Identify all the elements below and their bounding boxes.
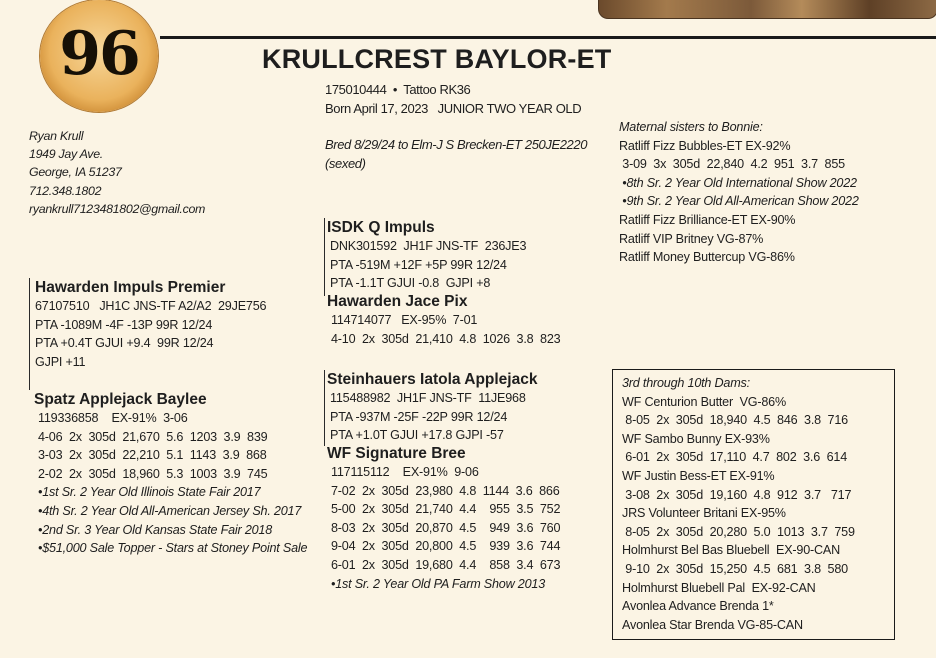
dam-ancestor-line: WF Centurion Butter VG-86% <box>622 394 786 409</box>
breeding-sexed: (sexed) <box>325 155 366 171</box>
sister-line: Ratliff Money Buttercup VG-86% <box>619 250 795 265</box>
maternal-sisters-heading: Maternal sisters to Bonnie: <box>619 120 763 134</box>
sister-line: Ratliff Fizz Brilliance-ET EX-90% <box>619 212 796 227</box>
dam-sire-line: 115488982 JH1F JNS-TF 11JE968 <box>330 391 526 405</box>
dam-ancestor-line: Holmhurst Bluebell Pal EX-92-CAN <box>622 580 816 595</box>
dam-dam-line: 8-03 2x 305d 20,870 4.5 949 3.6 760 <box>331 520 561 535</box>
owner-email[interactable]: ryankrull7123481802@gmail.com <box>29 201 206 216</box>
dam-dam-line: 6-01 2x 305d 19,680 4.4 858 3.4 673 <box>331 557 561 572</box>
dam-ancestor-line: 3-08 2x 305d 19,160 4.8 912 3.7 717 <box>622 487 852 502</box>
sister-honor: •8th Sr. 2 Year Old International Show 2022 <box>619 175 857 190</box>
dam-ancestor-line: Avonlea Star Brenda VG-85-CAN <box>622 617 803 632</box>
sire-line: PTA -1.1T GJUI -0.8 GJPI +8 <box>330 276 491 291</box>
cow-name: KRULLCREST BAYLOR-ET <box>262 44 612 74</box>
sister-line: Ratliff Fizz Bubbles-ET EX-92% <box>619 138 791 153</box>
dam-ancestor-line: Holmhurst Bel Bas Bluebell EX-90-CAN <box>622 543 840 558</box>
sire-dam-honor: •2nd Sr. 3 Year Old Kansas State Fair 2018 <box>38 522 273 537</box>
maternal-sisters-list <box>619 137 859 267</box>
sire-line: PTA -519M +12F +5P 99R 12/24 <box>330 257 507 272</box>
cow-photo <box>598 0 936 19</box>
dam-sire-line: PTA +1.0T GJUI +17.8 GJPI -57 <box>330 428 504 443</box>
dam-dam-name: WF Signature Bree <box>327 445 466 462</box>
title-rule <box>160 36 936 39</box>
dam-dam-line: 117115112 EX-91% 9-06 <box>331 465 479 479</box>
dam-ancestor-line: 6-01 2x 305d 17,110 4.7 802 3.6 614 <box>622 450 848 465</box>
sire-block <box>324 218 526 296</box>
sire-dam-honor: •1st Sr. 2 Year Old Illinois State Fair 2017 <box>38 485 261 500</box>
sire-dam-line: 3-03 2x 305d 22,210 5.1 1143 3.9 868 <box>38 448 267 463</box>
dam-dam-line: 9-04 2x 305d 20,800 4.5 939 3.6 744 <box>331 539 561 554</box>
dams-box-heading: 3rd through 10th Dams: <box>622 376 750 390</box>
dam-ancestor-line: 8-05 2x 305d 20,280 5.0 1013 3.7 759 <box>622 524 855 539</box>
registration-line: 175010444 • Tattoo RK36 <box>325 82 471 97</box>
owner-city: George, IA 51237 <box>29 165 122 180</box>
dam-dam-block <box>327 444 560 593</box>
lot-number-badge <box>40 0 158 112</box>
dams-box <box>612 369 895 640</box>
sire-line: DNK301592 JH1F JNS-TF 236JE3 <box>330 239 527 253</box>
sire-sire-block <box>29 278 266 390</box>
dam-ancestor-line: JRS Volunteer Britani EX-95% <box>622 506 786 521</box>
lot-number: 96 <box>59 19 139 89</box>
sire-sire-name: Hawarden Impuls Premier <box>35 279 226 296</box>
sister-line: Ratliff VIP Britney VG-87% <box>619 231 764 246</box>
dam-block <box>327 292 560 348</box>
sire-dam-honor: •4th Sr. 2 Year Old All-American Jersey Sh. 2017 <box>38 503 302 518</box>
dam-ancestor-line: 9-10 2x 305d 15,250 4.5 681 3.8 580 <box>622 561 848 576</box>
sire-dam-line: 2-02 2x 305d 18,960 5.3 1003 3.9 745 <box>38 466 268 481</box>
breeding-line: Bred 8/29/24 to Elm-J S Brecken-ET 250JE2220 <box>325 137 588 152</box>
sire-sire-line: PTA -1089M -4F -13P 99R 12/24 <box>35 317 213 332</box>
sire-sire-line: GJPI +11 <box>35 354 86 369</box>
dam-dam-line: 5-00 2x 305d 21,740 4.4 955 3.5 752 <box>331 502 561 517</box>
owner-contact <box>29 127 205 218</box>
dam-sire-line: PTA -937M -25F -22P 99R 12/24 <box>330 409 508 424</box>
sire-sire-line: 67107510 JH1C JNS-TF A2/A2 29JE756 <box>35 299 267 313</box>
owner-phone: 712.348.1802 <box>29 183 102 198</box>
maternal-sisters <box>619 118 859 267</box>
sire-dam-line: 119336858 EX-91% 3-06 <box>38 411 188 425</box>
sire-name: ISDK Q Impuls <box>327 219 435 236</box>
dam-dam-honor: •1st Sr. 2 Year Old PA Farm Show 2013 <box>331 576 546 591</box>
sister-honor: •9th Sr. 2 Year Old All-American Show 2022 <box>619 194 859 209</box>
sire-dam-block <box>34 390 307 558</box>
dam-sire-name: Steinhauers Iatola Applejack <box>327 371 538 388</box>
dam-name: Hawarden Jace Pix <box>327 293 468 310</box>
sire-sire-line: PTA +0.4T GJUI +9.4 99R 12/24 <box>35 336 214 351</box>
cow-info <box>325 81 581 118</box>
sire-dam-line: 4-06 2x 305d 21,670 5.6 1203 3.9 839 <box>38 429 268 444</box>
dam-ancestor-line: WF Sambo Bunny EX-93% <box>622 431 770 446</box>
breeding-info <box>325 136 587 173</box>
sister-line: 3-09 3x 305d 22,840 4.2 951 3.7 855 <box>619 157 845 172</box>
owner-name: Ryan Krull <box>29 129 84 143</box>
dams-list <box>622 393 894 635</box>
dam-sire-block <box>324 370 537 446</box>
dam-line: 4-10 2x 305d 21,410 4.8 1026 3.8 823 <box>331 331 561 346</box>
sire-dam-name: Spatz Applejack Baylee <box>34 391 207 408</box>
birth-line: Born April 17, 2023 JUNIOR TWO YEAR OLD <box>325 100 582 116</box>
sire-dam-honor: •$51,000 Sale Topper - Stars at Stoney Point Sale <box>38 541 308 556</box>
dam-dam-line: 7-02 2x 305d 23,980 4.8 1144 3.6 866 <box>331 483 560 498</box>
dam-line: 114714077 EX-95% 7-01 <box>331 313 478 327</box>
dam-ancestor-line: WF Justin Bess-ET EX-91% <box>622 468 775 483</box>
dam-ancestor-line: Avonlea Advance Brenda 1* <box>622 599 774 614</box>
owner-address: 1949 Jay Ave. <box>29 147 103 162</box>
dam-ancestor-line: 8-05 2x 305d 18,940 4.5 846 3.8 716 <box>622 413 848 428</box>
